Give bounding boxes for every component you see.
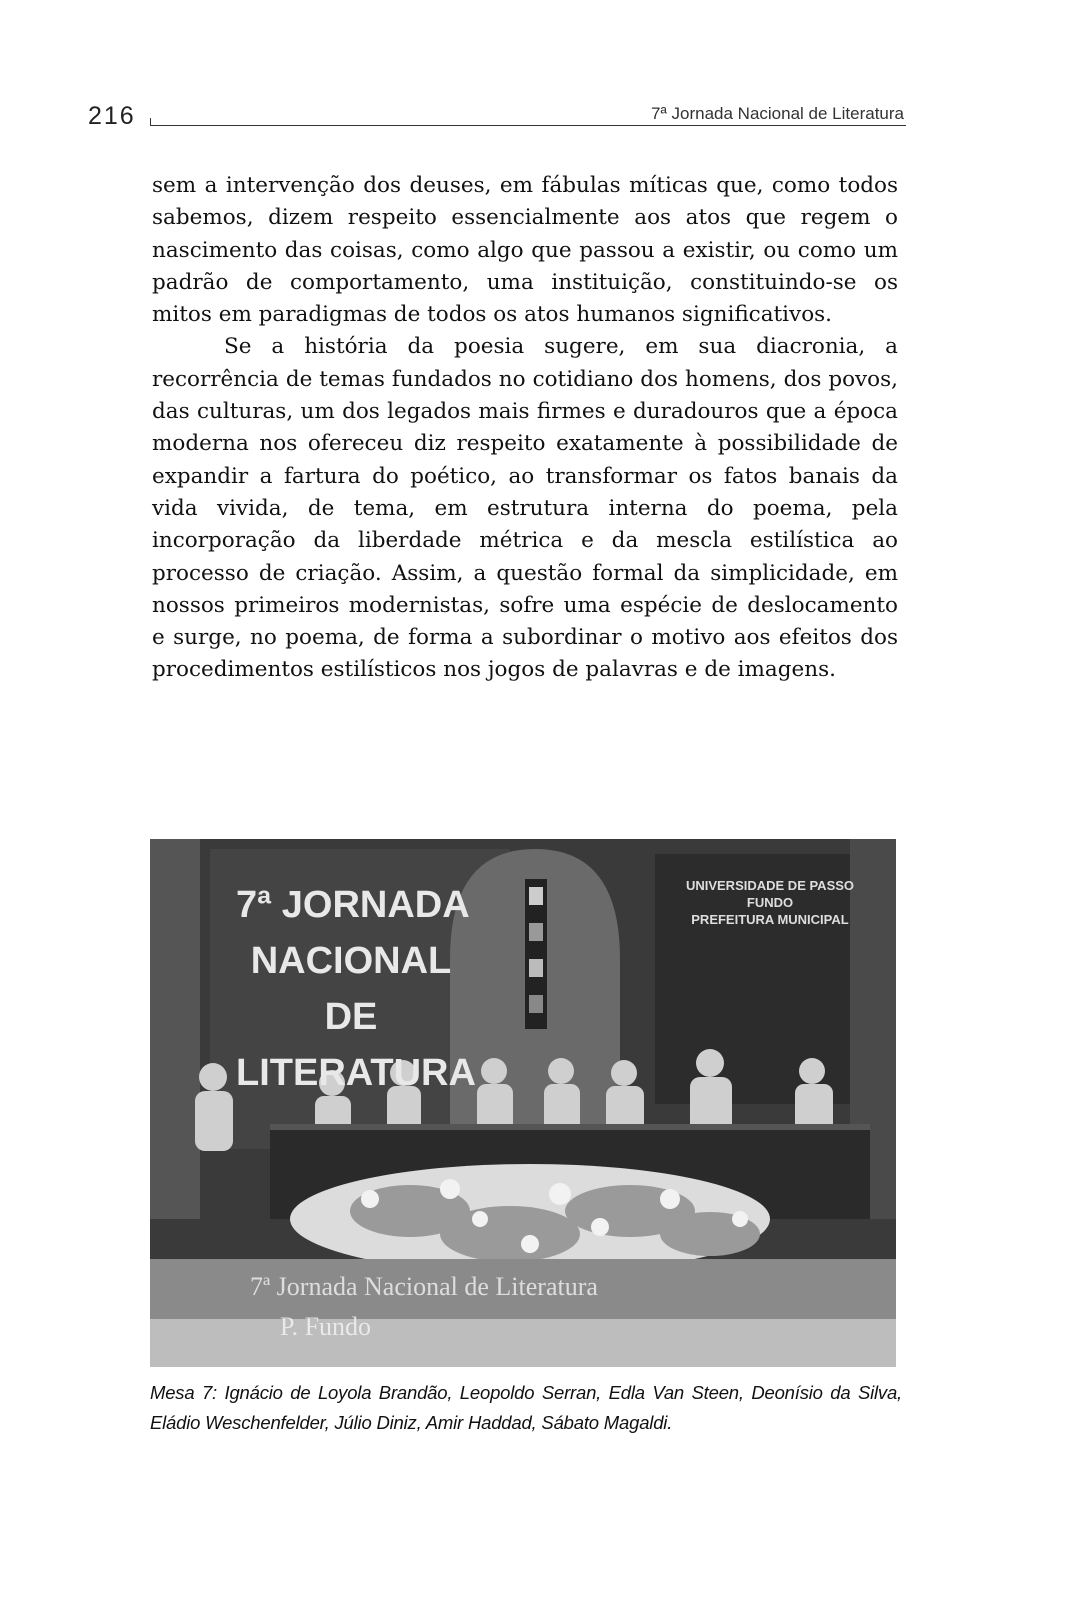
banner-line: 7ª JORNADA	[236, 884, 470, 926]
running-header: 7ª Jornada Nacional de Literatura	[651, 104, 904, 123]
stage-line: 7ª Jornada Nacional de Literatura	[250, 1272, 598, 1301]
banner-line: LITERATURA	[236, 1052, 476, 1094]
banner-line: DE	[324, 996, 378, 1038]
sponsor-line: UNIVERSIDADE DE PASSO FUNDO	[685, 878, 855, 910]
paragraph: sem a intervenção dos deuses, em fábulas míticas que, como todos sabemos, dizem respeito essencialmente aos atos que regem o nascimento das coisas, como algo que passou a existir, ou como um padrão de comportamento, uma instituição, constituindo-se os mitos em paradigmas de todos os atos humanos significativos.	[152, 173, 898, 328]
banner-line: NACIONAL	[250, 940, 452, 982]
body-text	[152, 170, 898, 687]
paragraph: Se a história da poesia sugere, em sua diacronia, a recorrência de temas fundados no cotidiano dos homens, dos povos, das culturas, um dos legados mais firmes e duradouros que a época moderna nos ofereceu diz respeito exatamente à possibilidade de expandir a fartura do poético, ao transformar os fatos banais da vida vivida, de tema, em estrutura interna do poema, pela incorporação da liberdade métrica e da mescla estilística ao processo de criação. Assim, a questão formal da simplicidade, em nossos primeiros modernistas, sofre uma espécie de deslocamento e surge, no poema, de forma a subordinar o motivo aos efeitos dos procedimentos estilísticos nos jogos de palavras e de imagens.	[152, 334, 898, 683]
sponsor-line: PREFEITURA MUNICIPAL	[691, 912, 849, 927]
stage-line: P. Fundo	[280, 1312, 372, 1341]
stage-front-text	[250, 1267, 730, 1347]
header-tick	[150, 118, 151, 125]
photo-caption: Mesa 7: Ignácio de Loyola Brandão, Leopoldo Serran, Edla Van Steen, Deonísio da Silva, Eládio Weschenfelder, Júlio Diniz, Amir Haddad, Sábato Magaldi.	[150, 1382, 902, 1433]
sponsor-panel	[665, 877, 875, 928]
banner-text	[236, 877, 476, 1101]
page-number: 216	[88, 102, 136, 130]
header-rule	[150, 125, 906, 126]
event-photo	[150, 839, 896, 1367]
